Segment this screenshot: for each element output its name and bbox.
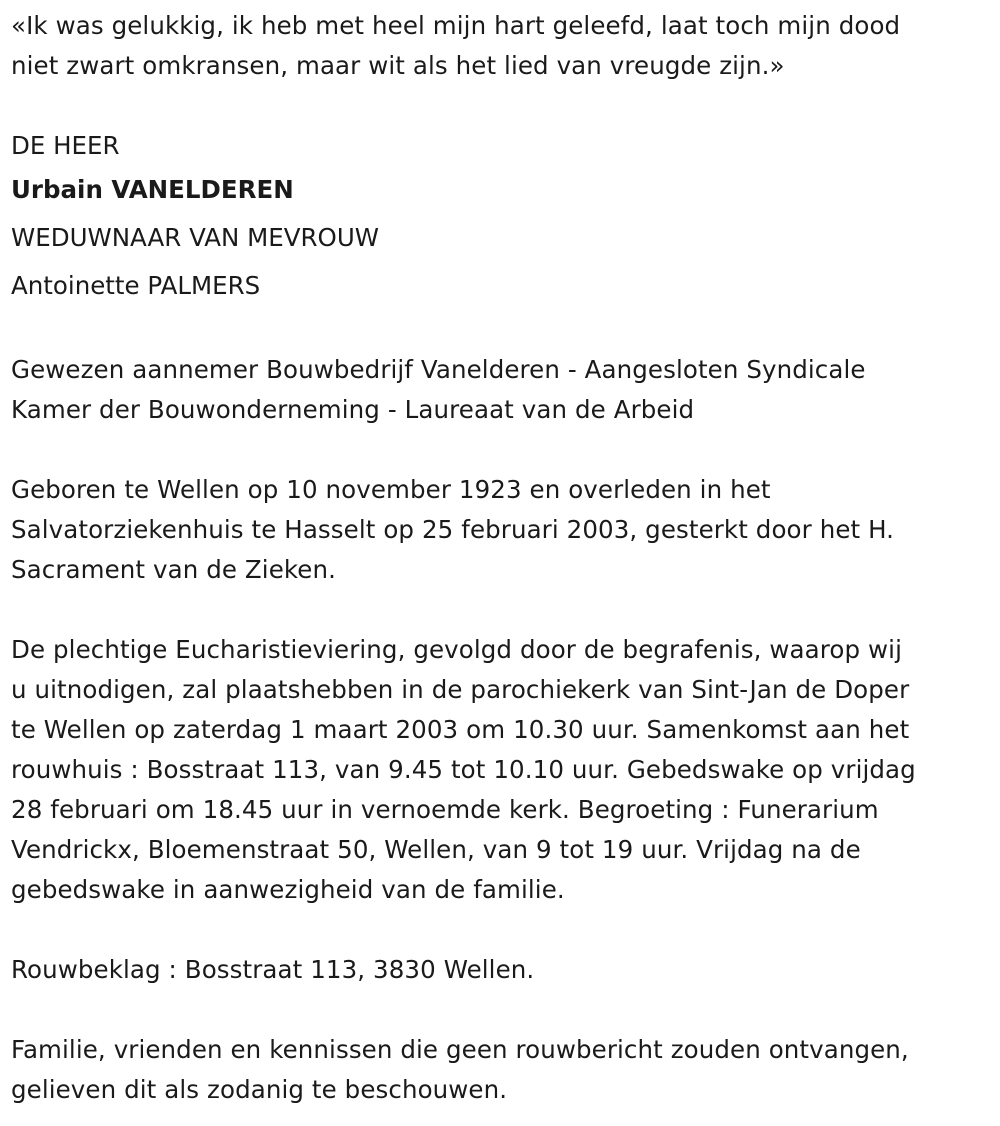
spacer [11, 430, 988, 470]
opening-quote: «Ik was gelukkig, ik heb met heel mijn hart geleefd, laat toch mijn dood niet zwart omkransen, maar wit als het lied van vreugde zijn.» [11, 11, 901, 80]
deceased-name: Urbain VANELDEREN [11, 175, 294, 204]
condolence-address: Rouwbeklag : Bosstraat 113, 3830 Wellen. [11, 955, 535, 984]
closing-note: Familie, vrienden en kennissen die geen rouwbericht zouden ontvangen, gelieven dit als zodanig te beschouwen. [11, 1035, 909, 1104]
ceremony-paragraph: De plechtige Eucharistieviering, gevolgd door de begrafenis, waarop wij u uitnodigen, zal plaatshebben in de parochiekerk van Sint-Jan de Doper te Wellen op zaterdag 1 maart 2003 om 10.30 uur. Samenkomst aan het rouwhuis : Bosstraat 113, van 9.45 tot 10.10 uur. Gebedswake op vrijdag 28 februari om 18.45 uur in vernoemde kerk. Begroeting : Funerarium Vendrickx, Bloemenstraat 50, Wellen, van 9 tot 19 uur. Vrijdag na de gebedswake in aanwezigheid van de familie. [11, 635, 916, 904]
spouse-name: Antoinette PALMERS [11, 271, 261, 300]
spacer [11, 590, 988, 630]
spacer [11, 910, 988, 950]
spacer [11, 990, 988, 1030]
title-line: DE HEER [11, 131, 120, 160]
relation-line: WEDUWNAAR VAN MEVROUW [11, 223, 379, 252]
birth-death-paragraph: Geboren te Wellen op 10 november 1923 en overleden in het Salvatorziekenhuis te Hasselt op 25 februari 2003, gesterkt door het H. Sacrament van de Zieken. [11, 475, 895, 584]
spacer [11, 310, 988, 350]
profession-paragraph: Gewezen aannemer Bouwbedrijf Vanelderen - Aangesloten Syndicale Kamer der Bouwonderneming - Laureaat van de Arbeid [11, 355, 866, 424]
spacer [11, 86, 988, 126]
